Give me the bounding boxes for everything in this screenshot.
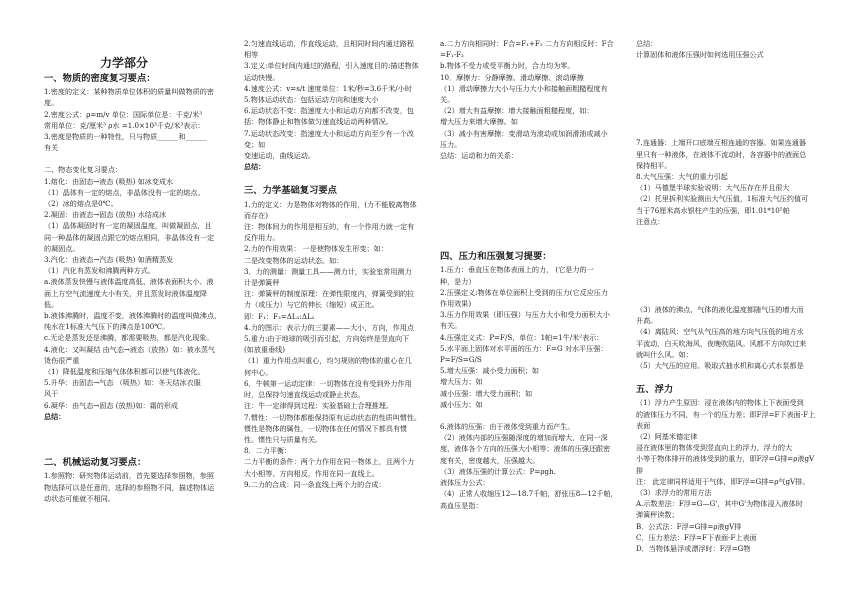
text-line: 压力。 — [440, 139, 462, 149]
blank-space — [636, 227, 832, 249]
text-line: 总结：运动和力的关系： — [440, 151, 519, 161]
text-line: 何中心。 — [244, 367, 273, 377]
text-line: 有关。 — [440, 321, 462, 331]
text-line: 小等于物体排开的液体受到的重力，即F浮=G排=ρ液gV — [636, 454, 815, 464]
text-line: A.示数差法：F浮=G—G'，其中G'为物体浸入液体时 — [636, 499, 803, 509]
text-line: 的液体压力不同，有一个的压力差；即F浮=F下表面-F上 — [636, 409, 816, 419]
text-line: 10．摩擦力：分静摩擦、滑动摩擦、滚动摩擦 — [440, 72, 584, 82]
text-line: 5.重力:由于地球的吸引而引起，方向始终是竖直向下 — [244, 334, 410, 344]
text-line: 运动快慢。 — [244, 72, 280, 82]
text-line: （3）求浮力的常用方法 — [636, 488, 712, 498]
text-line: 8.大气压强：大气的重力引起 — [636, 172, 728, 182]
text-line: （1）滑动摩擦力大小与压力大小和接触面粗糙程度有 — [440, 83, 608, 93]
blank-space — [636, 60, 832, 82]
text-line: 5.水平面上固体对水平面的压力：F=G 对水平压强： — [440, 343, 608, 353]
blank-space — [44, 153, 240, 164]
text-line: 的凝固点。 — [44, 243, 80, 253]
blank-space — [440, 205, 636, 227]
text-line: 注：牛一定律得到过程：实验基础上合理推理。 — [244, 401, 393, 411]
text-line: 弹簧秤读数； — [636, 510, 679, 520]
text-line: （3）液体压强的计算公式：P=ρgh. — [440, 466, 556, 476]
text-line: 关。 — [440, 95, 455, 105]
section-heading: 一、物质的密度复习要点： — [44, 73, 156, 84]
text-line: 2.凝固：由液态→固态 (放热) 水结成冰 — [44, 210, 167, 220]
section-heading: 三、力学基础复习要点 — [244, 185, 337, 197]
text-line: 当于76厘米高水银柱产生的压强，即1.01*10⁵帕 — [636, 205, 790, 215]
text-line: 二、物态变化复习要点： — [44, 165, 123, 175]
text-line: 低。 — [44, 299, 59, 309]
text-line: 3.汽化：由液态→汽态 (吸热) 如酒精蒸发 — [44, 255, 174, 265]
text-line: 3.密度是物质的一种特性，只与物质______和______ — [44, 132, 207, 142]
text-line: 2.匀速直线运动，作直线运动，且相同时间内通过路程 — [244, 39, 414, 48]
text-line: （2）阿基米德定律 — [636, 432, 698, 442]
text-line: C．压力差法：F浮=F下表面-F上表面 — [636, 532, 757, 542]
text-line: 高血压是指： — [440, 500, 483, 510]
text-line: 4.压强定义式：P=F/S，单位：1帕=1牛/米²表示： — [440, 332, 604, 342]
text-line: 6.运动状态不变：指速度大小和运动方向都不改变，包 — [244, 106, 414, 116]
column-2 — [244, 38, 440, 490]
text-line: 2.力的作用效果： 一是使物体发生形变；如： — [244, 244, 388, 254]
text-line: c.无论是蒸发还是沸腾，都需要吸热，都是汽化现象。 — [44, 333, 214, 343]
text-line: 总结： — [244, 162, 266, 172]
text-line: 减小压力；如 — [440, 399, 483, 409]
page-title: 力学部分 — [100, 56, 149, 70]
text-line: 4.速度公式：v=s/t 速度单位：1米/秒=3.6千米/小时 — [244, 83, 412, 93]
text-line: 注：物体间力的作用是相互的，有一个作用力就一定有 — [244, 222, 415, 232]
text-line: 增大压力来增大摩擦。如 — [440, 117, 519, 127]
text-line: 而存在) — [244, 210, 269, 220]
text-line: 1.参照物：研究物体运动前，首先要选择参照物，参照 — [44, 471, 214, 481]
text-line: 性。惯性只与质量有关。 — [244, 434, 323, 444]
text-line: 二力平衡的条件：两个力作用在同一物体上，且两个力 — [244, 457, 415, 467]
blank-space — [44, 422, 240, 444]
text-line: 表面 — [636, 420, 651, 430]
text-line: （1）晶体凝固时有一定的凝固温度，叫做凝固点，且 — [44, 221, 212, 231]
text-line: 变速运动，曲线运动。 — [244, 151, 315, 161]
blank-space — [44, 38, 240, 60]
text-line: 4.液化：又叫凝结 由气态→液态（放热）如：被水蒸气 — [44, 344, 216, 354]
text-line: 种，是力） — [440, 276, 476, 286]
text-line: 2.压强定义:物体在单位面积上受到的压力(它反应压力 — [440, 287, 608, 297]
text-line: a.液体蒸发快慢与液体温度高低、液体表面积大小、液 — [44, 277, 214, 287]
text-line: 动状态可能就不相同。 — [44, 493, 115, 503]
blank-space — [636, 249, 832, 271]
blank-space — [636, 126, 832, 137]
text-line: D．当物体悬浮或漂浮时：F浮=G物 — [636, 544, 751, 554]
text-line: 排 — [636, 465, 644, 475]
text-line: 减小压强：增大受力面积；如 — [440, 388, 533, 398]
text-line: 惯性是物体的属性，一切物体在任何情况下都具有惯 — [244, 423, 408, 433]
text-line: =F₁-F₂ — [440, 50, 464, 60]
blank-space — [636, 271, 832, 293]
text-line: 变；如 — [244, 139, 266, 149]
text-line: 平流动，白天吹海风，夜晚吹陆风。风都不方向吹过来 — [636, 338, 807, 348]
text-line: 1.密度的定义：某种物质单位体积的质量叫做物质的密 — [44, 87, 214, 97]
text-line: 同一种晶体的凝固点跟它的熔点相同，非晶体没有一定 — [44, 232, 215, 242]
text-line: 物选择可以是任意的，选择的参照物不同，描述物体运 — [44, 482, 215, 492]
text-line: （2）增大有益摩擦：增大接触面粗糙程度，如： — [440, 106, 594, 116]
text-line: 2.密度公式：ρ=m/v 单位：国际单位是：千克/米³ — [44, 109, 203, 119]
text-line: 里只有一种液体，在液体不流动时，各容器中的液面总 — [636, 149, 807, 159]
text-line: 注：弹簧秤的制度原理：在弹性限度内，弹簧受到的拉 — [244, 289, 415, 299]
blank-space — [440, 161, 636, 183]
text-line: 即：F₁：F₂=ΔL₁:ΔL₂ — [244, 311, 315, 321]
text-line: （4）正常人收缩压12—18.7千帕，舒张压8—12千帕， — [440, 489, 618, 499]
blank-space — [440, 410, 636, 421]
text-line: 风干 — [44, 389, 59, 399]
text-line: 总结： — [44, 411, 66, 421]
text-line: 7.连通器：上端开口底端互相连通的容器。如果连通器 — [636, 138, 806, 148]
text-line: 度，液体各个方向的压强大小相等；液体的压强还跟密 — [440, 444, 611, 454]
text-line: 计是弹簧秤 — [244, 278, 280, 288]
text-line: 常用单位：克/厘米³ ρ水 =1.0×10³千克/米³表示： — [44, 120, 205, 130]
text-line: 时，总保持匀速直线运动或静止状态。 — [244, 390, 365, 400]
text-line: 度有关，密度越大，压强越大。 — [440, 455, 540, 465]
text-line: 1.力的定义：力是物体对物体的作用，(力不能脱离物体 — [244, 199, 417, 209]
text-line: 就叫什么风。如： — [636, 349, 693, 359]
text-line: 5.升华：由固态→气态 （吸热）如：冬天结冰衣服 — [44, 378, 201, 388]
text-line: （1）降低温度和压缩气体体积都可以使气体液化。 — [44, 367, 205, 377]
text-line: （1）浮力产生原因：浸在液体内的物体上下表面受到 — [636, 398, 804, 408]
text-line: 面上方空气流速度大小有关，并且蒸发时液体温度降 — [44, 288, 208, 298]
text-line: （5）大气压的应用。吸取式抽水机和离心式水泵都是 — [636, 361, 804, 371]
section-heading: 五、浮力 — [636, 384, 674, 396]
text-line: （4）离陆风：空气从气压高的地方向气压低的地方水 — [636, 327, 804, 337]
text-line: 作用效果) — [440, 299, 472, 309]
text-line: 1.压力：垂直压在物体表面上的力， (它是力的一 — [440, 265, 594, 275]
blank-space — [636, 82, 832, 104]
text-line: 注意点： — [636, 216, 665, 226]
text-line: 计算固体和液体压强时如何选用压强公式 — [636, 50, 764, 60]
text-line: 3.定义:单位时间内通过的路程，引入速度目的:描述物体 — [244, 61, 419, 71]
text-line: 8．二力平衡： — [244, 446, 292, 456]
text-line: 括：物体静止和物体做匀速直线运动两种情况。 — [244, 117, 393, 127]
blank-space — [440, 183, 636, 205]
text-line: 1.熔化：由固态→液态 (吸热) 如冰变成水 — [44, 176, 174, 186]
text-line: 9.二力的合成：同一条直线上两个力的合成： — [244, 479, 386, 489]
text-line: （1）汽化有蒸发和沸腾两种方式。 — [44, 266, 155, 276]
text-line: 6.凝华：由气态→固态 (放热)如：霜的形成 — [44, 400, 179, 410]
text-line: 液体压力公式： — [440, 478, 490, 488]
text-line: （3）减小有害摩擦：变滑动为滚动或加润滑油或减小 — [440, 128, 608, 138]
blank-space — [636, 293, 832, 304]
text-line: 6．牛顿第一运动定律：一切物体在没有受到外力作用 — [244, 378, 412, 388]
text-line: 大小相等、方向相反，作用在同一直线上。 — [244, 468, 379, 478]
blank-space — [244, 172, 440, 183]
column-3 — [440, 38, 636, 511]
text-line: 升高。 — [636, 316, 658, 326]
blank-space — [636, 104, 832, 126]
text-line: 注： 此定律同样适用于气体，即F浮=G排=ρ气gV排。 — [636, 476, 810, 486]
text-line: (如放重垂线) — [244, 345, 286, 355]
text-line: 5.物体运动状态：包括运动方向和速度大小 — [244, 95, 379, 105]
text-line: （3）液体的沸点、气体的液化温度都随气压的增大而 — [636, 305, 804, 315]
blank-space — [44, 444, 240, 455]
text-line: b.液体沸腾时，温度不变，液体沸腾时的温度叫做沸点， — [44, 311, 222, 321]
text-line: 保持相平。 — [636, 160, 672, 170]
text-line: 有关 — [44, 143, 59, 153]
text-line: 反作用力。 — [244, 233, 280, 243]
text-line: 度。 — [44, 98, 59, 108]
text-line: 增大压力；如 — [440, 377, 483, 387]
text-line: 7.运动状态改变：指速度大小和运动方向至少有一个改 — [244, 128, 414, 138]
blank-space — [636, 371, 832, 382]
text-line: a.二力方向相同时：F合=F₁+F₂ 二力方向相反时：F合 — [440, 39, 614, 48]
text-line: B．公式法：F浮=G排=ρ液gV排 — [636, 521, 742, 531]
column-1 — [44, 38, 240, 504]
column-4 — [636, 38, 832, 554]
text-line: 7.惯性：一切物体都能保持原有运动状态的性质叫惯性。 — [244, 412, 422, 422]
text-line: 力（或压力）与它的伸长（缩短）成正比。 — [244, 300, 379, 310]
text-line: 纯水在1标准大气压下的沸点是100℃。 — [44, 322, 170, 332]
text-line: 相等 — [244, 50, 259, 60]
text-line: （2）冰的熔点是0℃。 — [44, 199, 118, 209]
text-line: b.物体不受力或受平衡力时，合力均为零。 — [440, 61, 575, 71]
text-line: （2）液体内部的压强随深度的增加而增大，在同一深 — [440, 433, 608, 443]
text-line: （1）晶体有一定的熔点，非晶体没有一定的熔点。 — [44, 187, 205, 197]
blank-space — [440, 227, 636, 249]
text-line: 4.力的图示：表示力的三要素——大小，方向，作用点 — [244, 322, 414, 332]
section-heading: 四、压力和压强复习提要： — [440, 251, 552, 263]
text-line: 二是改变物体的运动状态。如： — [244, 255, 344, 265]
text-line: P=F/S=G/S — [440, 355, 482, 365]
text-line: 总结： — [636, 39, 658, 48]
text-line: （2）托里拆利实验测出大气压值，1标准大气压约值可 — [636, 194, 809, 204]
text-line: 烫伤很严重 — [44, 355, 80, 365]
text-line: 5.增大压强：减小受力面积；如 — [440, 366, 539, 376]
text-line: （1）马德堡半球实验说明：大气压存在并且很大 — [636, 183, 790, 193]
text-line: 3.压力作用效果（即压强）与压力大小和受力面积大小 — [440, 310, 610, 320]
text-line: （1）重力作用点叫重心，均匀规则的物体的重心在几 — [244, 356, 412, 366]
text-line: 3．力的测量：测量工具——测力计，实验室常用测力 — [244, 266, 412, 276]
text-line: 浸在液体里的物体受到竖直向上的浮力，浮力的大 — [636, 443, 793, 453]
section-heading: 二、机械运动复习要点： — [44, 457, 147, 469]
blank-space — [44, 60, 240, 71]
text-line: 6.液体的压强：由于液体受到重力而产生。 — [440, 422, 575, 432]
